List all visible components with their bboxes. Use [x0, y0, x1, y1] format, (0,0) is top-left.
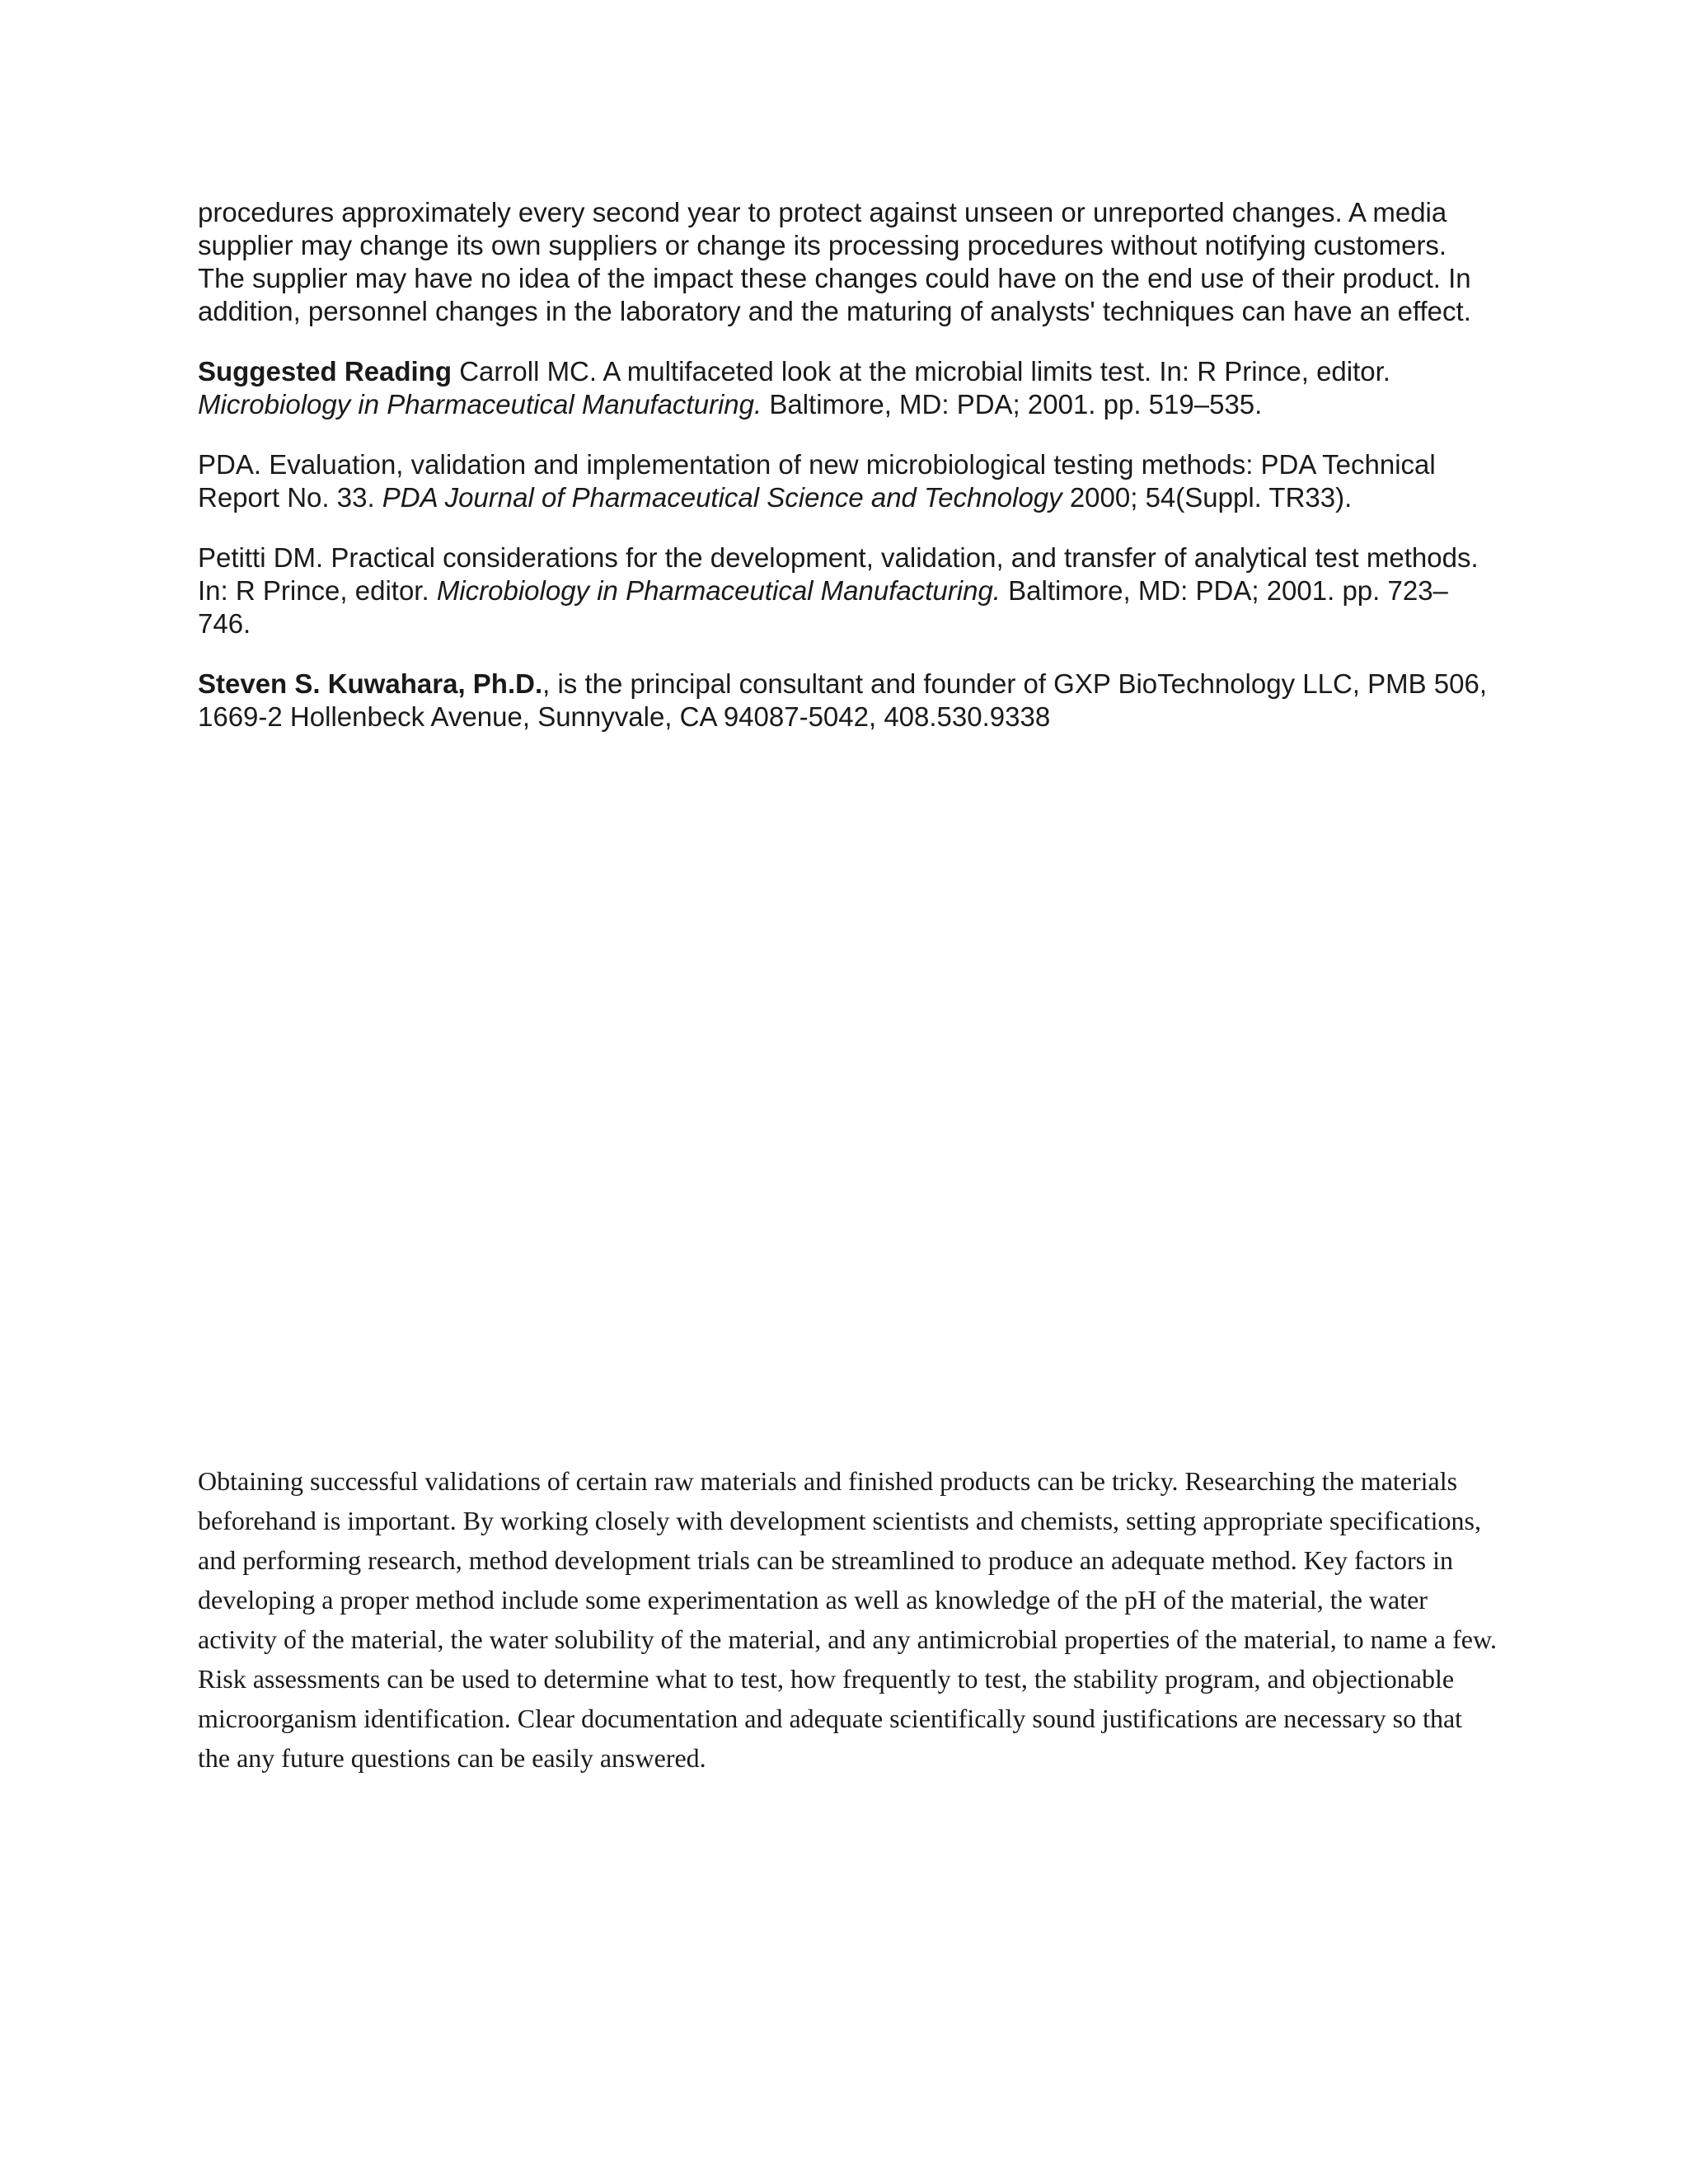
reference-text: Baltimore, MD: PDA; 2001. pp. 519–535. [762, 389, 1263, 419]
author-name: Steven S. Kuwahara, Ph.D. [198, 668, 543, 699]
author-bio [198, 668, 1492, 733]
reference-item [198, 355, 1492, 421]
reference-text: Carroll MC. A multifaceted look at the microbial limits test. In: R Prince, editor. [452, 356, 1390, 387]
article-body [198, 196, 1492, 761]
reference-italic-title: PDA Journal of Pharmaceutical Science and Technology [382, 482, 1062, 513]
summary-paragraph: Obtaining successful validations of certain raw materials and finished products can be tricky. Researching the materials beforehand is important. By working closely with development scientists and chemists, setting appropriate specifications, and performing research, method development trials can be streamlined to produce an adequate method. Key factors in developing a proper method include some experimentation as well as knowledge of the pH of the material, the water activity of the material, the water solubility of the material, and any antimicrobial properties of the material, to name a few. Risk assessments can be used to determine what to test, how frequently to test, the stability program, and objectionable microorganism identification. Clear documentation and adequate scientifically sound justifications are necessary so that the any future questions can be easily answered. [198, 1466, 1498, 1773]
intro-paragraph: procedures approximately every second year to protect against unseen or unreported changes. A media supplier may change its own suppliers or change its processing procedures without notifying customers. The supplier may have no idea of the impact these changes could have on the end use of their product. In addition, personnel changes in the laboratory and the maturing of analysts' techniques can have an effect. [198, 197, 1471, 326]
suggested-reading-heading: Suggested Reading [198, 356, 452, 387]
author-bio-text: , is the principal consultant and founder of GXP BioTechnology LLC, PMB 506, 1669-2 Hollenbeck Avenue, Sunnyvale, CA 94087-5042, 408.530.9338 [198, 668, 1488, 732]
reference-text: Petitti DM. Practical considerations for the development, validation, and transfer of analytical test methods. In: R Prince, editor. [198, 542, 1479, 606]
reference-text: PDA. Evaluation, validation and implementation of new microbiological testing methods: PDA Technical Report No. 33. [198, 449, 1436, 513]
reference-item [198, 448, 1492, 514]
reference-italic-title: Microbiology in Pharmaceutical Manufacturing. [198, 389, 762, 419]
reference-item [198, 541, 1492, 640]
reference-text: 2000; 54(Suppl. TR33). [1062, 482, 1353, 513]
reference-text: Baltimore, MD: PDA; 2001. pp. 723–746. [198, 575, 1448, 639]
reference-italic-title: Microbiology in Pharmaceutical Manufacturing. [436, 575, 1001, 606]
